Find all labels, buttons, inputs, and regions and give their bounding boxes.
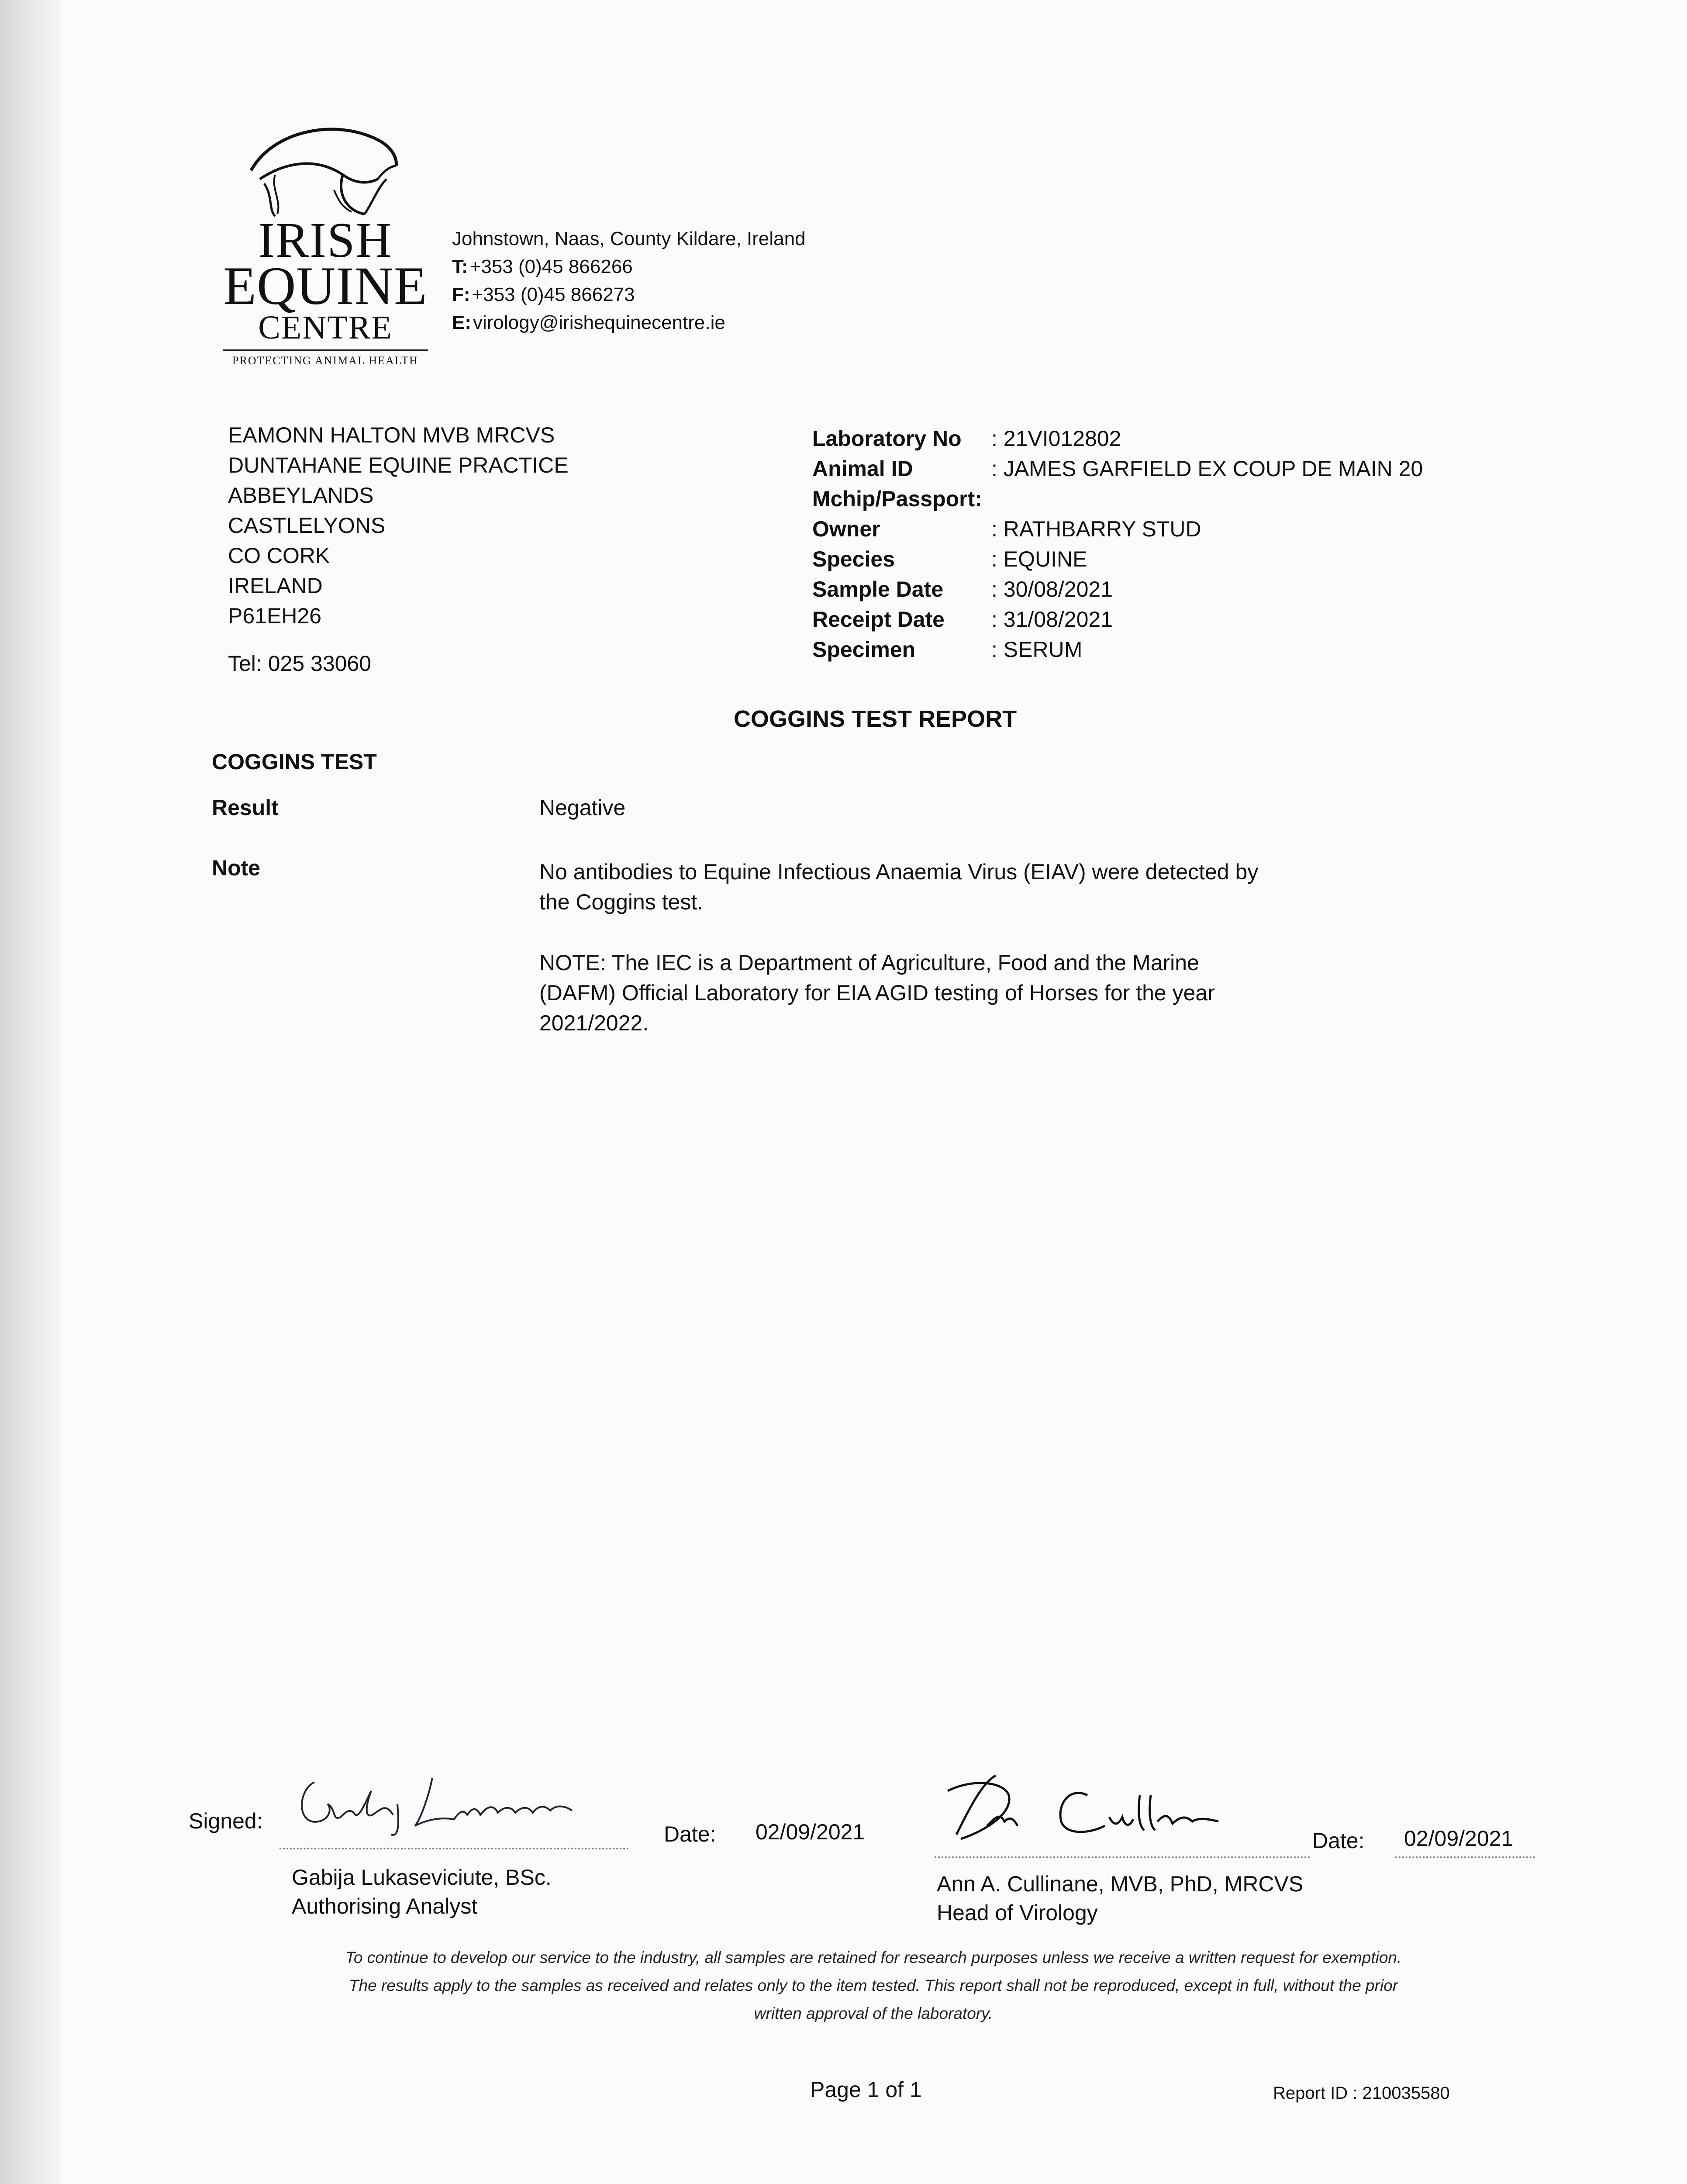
logo-word-irish: IRISH xyxy=(258,212,393,268)
signature-line-right xyxy=(935,1856,1310,1858)
signatory-left xyxy=(292,1863,552,1921)
recipient-tel: Tel: 025 33060 xyxy=(228,651,372,676)
contact-address: Johnstown, Naas, County Kildare, Ireland xyxy=(452,228,806,249)
report-title: COGGINS TEST REPORT xyxy=(734,706,1017,732)
lab-info-row: Receipt Date : 31/08/2021 xyxy=(812,607,1113,632)
lab-info-row: Specimen : SERUM xyxy=(812,637,1083,662)
test-heading: COGGINS TEST xyxy=(212,750,377,774)
signature-right xyxy=(930,1769,1245,1852)
signatory-right-name: Ann A. Cullinane, MVB, PhD, MRCVS xyxy=(937,1872,1304,1896)
recipient-line: IRELAND xyxy=(228,574,323,598)
irish-equine-centre-logo xyxy=(223,114,428,367)
result-value: Negative xyxy=(539,795,626,820)
recipient-line: CO CORK xyxy=(228,543,330,568)
logo-tagline: PROTECTING ANIMAL HEALTH xyxy=(232,354,418,367)
signed-label: Signed: xyxy=(189,1809,263,1833)
date-right: 02/09/2021 xyxy=(1404,1826,1514,1851)
logo-word-equine: EQUINE xyxy=(223,256,428,316)
result-label: Result xyxy=(212,795,279,820)
horse-head-icon xyxy=(234,114,417,218)
page-number: Page 1 of 1 xyxy=(810,2077,922,2102)
contact-email-row: E:virology@irishequinecentre.ie xyxy=(452,312,725,333)
scan-edge xyxy=(0,0,66,2184)
signatory-left-name: Gabija Lukaseviciute, BSc. xyxy=(292,1865,552,1890)
contact-fax: +353 (0)45 866273 xyxy=(472,284,635,305)
logo-divider xyxy=(223,349,428,351)
date-label-left: Date: xyxy=(664,1822,716,1846)
recipient-address xyxy=(228,420,569,679)
recipient-line: DUNTAHANE EQUINE PRACTICE xyxy=(228,453,569,477)
recipient-line: CASTLELYONS xyxy=(228,513,386,538)
signatory-right xyxy=(937,1870,1303,1927)
contact-block xyxy=(452,225,806,337)
lab-info-row: Animal ID : JAMES GARFIELD EX COUP DE MAIN 20 xyxy=(812,456,1423,481)
lab-info-row: Species : EQUINE xyxy=(812,547,1087,571)
signatory-right-role: Head of Virology xyxy=(937,1901,1098,1925)
date-label-right: Date: xyxy=(1312,1828,1365,1853)
note-label: Note xyxy=(212,856,261,880)
date-left: 02/09/2021 xyxy=(756,1820,865,1844)
lab-info-row: Sample Date : 30/08/2021 xyxy=(812,577,1113,601)
report-id: Report ID : 210035580 xyxy=(1273,2084,1450,2103)
contact-fax-row: F:+353 (0)45 866273 xyxy=(452,284,635,305)
lab-info-row: Mchip/Passport: xyxy=(812,487,982,511)
logo-word-centre: CENTRE xyxy=(258,309,393,346)
signature-left xyxy=(288,1765,594,1839)
lab-info-row: Owner : RATHBARRY STUD xyxy=(812,517,1201,541)
contact-email: virology@irishequinecentre.ie xyxy=(473,312,725,333)
footer-disclaimer: To continue to develop our service to the industry, all samples are retained for research purposes unless we receive a written request for exemption. The results apply to the samples as received and relates only to the item tested. This report shall not be reproduced, except in full, without the prior written approval of the laboratory. xyxy=(345,1949,1402,2022)
signatory-left-role: Authorising Analyst xyxy=(292,1894,478,1918)
signature-line-left xyxy=(279,1848,629,1849)
date-line-right xyxy=(1395,1856,1535,1858)
lab-info-row: Laboratory No : 21VI012802 xyxy=(812,426,1121,451)
contact-phone: +353 (0)45 866266 xyxy=(469,256,633,277)
recipient-line: ABBEYLANDS xyxy=(228,483,374,508)
note-text: No antibodies to Equine Infectious Anaemia Virus (EIAV) were detected by the Coggins test. xyxy=(539,860,1259,914)
recipient-line: EAMONN HALTON MVB MRCVS xyxy=(228,423,555,447)
recipient-line: P61EH26 xyxy=(228,604,322,628)
dafm-notice: NOTE: The IEC is a Department of Agriculture, Food and the Marine (DAFM) Official Laboratory for EIA AGID testing of Horses for the year 2021/2022. xyxy=(539,950,1215,1035)
lab-info-table xyxy=(812,424,1423,665)
contact-phone-row: T:+353 (0)45 866266 xyxy=(452,256,633,277)
